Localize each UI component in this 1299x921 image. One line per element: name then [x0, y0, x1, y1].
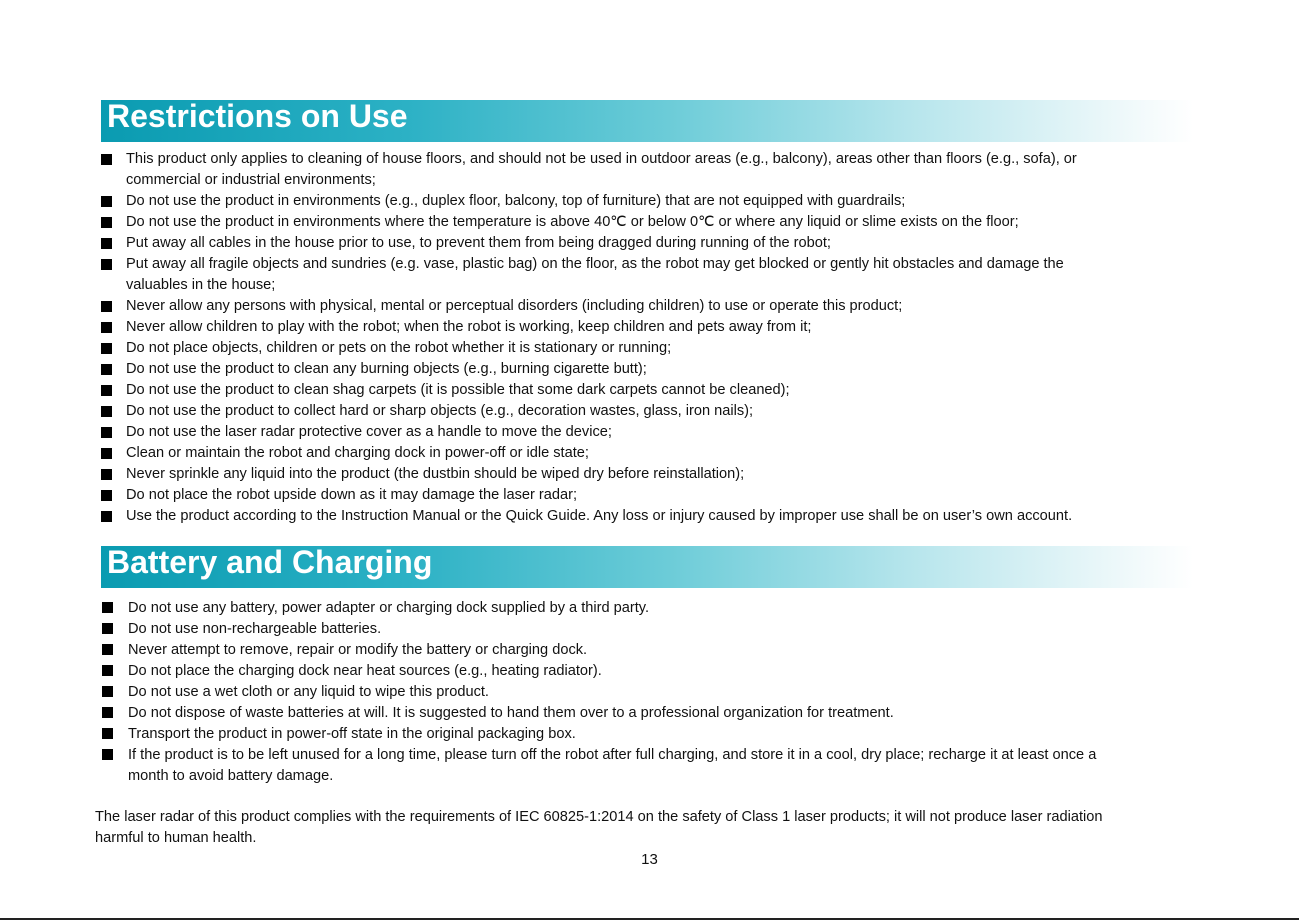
list-item-text: Do not use a wet cloth or any liquid to wipe this product. — [128, 684, 489, 700]
section-title: Restrictions on Use — [107, 98, 408, 134]
list-item — [101, 149, 1077, 191]
list-item — [101, 464, 1077, 485]
list-item-text: Do not use the laser radar protective cover as a handle to move the device; — [126, 424, 612, 440]
square-bullet-icon — [102, 644, 113, 655]
section-title: Battery and Charging — [107, 544, 433, 580]
list-item-text: Clean or maintain the robot and charging dock in power-off or idle state; — [126, 445, 589, 461]
list-item-text: Transport the product in power-off state in the original packaging box. — [128, 726, 576, 742]
square-bullet-icon — [101, 385, 112, 396]
list-item-text: Never sprinkle any liquid into the product (the dustbin should be wiped dry before reinstallation); — [126, 466, 745, 482]
list-item-text: This product only applies to cleaning of house floors, and should not be used in outdoor areas (e.g., balcony), areas other than floors (e.g., sofa), or — [126, 151, 1077, 167]
list-item-text: Do not place objects, children or pets on the robot whether it is stationary or running; — [126, 340, 672, 356]
list-item-text: Do not dispose of waste batteries at will. It is suggested to hand them over to a professional organization for treatment. — [128, 705, 894, 721]
section-header-battery — [101, 546, 1193, 588]
list-item — [102, 724, 1096, 745]
list-item — [101, 485, 1077, 506]
square-bullet-icon — [101, 448, 112, 459]
list-item-text: Do not use the product in environments where the temperature is above 40℃ or below 0℃ or where any liquid or slime exists on the floor; — [126, 214, 1019, 230]
list-item-text: Do not use any battery, power adapter or charging dock supplied by a third party. — [128, 600, 650, 616]
square-bullet-icon — [101, 322, 112, 333]
square-bullet-icon — [101, 217, 112, 228]
restrictions-list — [101, 149, 1077, 527]
square-bullet-icon — [101, 238, 112, 249]
list-item — [101, 254, 1077, 296]
square-bullet-icon — [101, 343, 112, 354]
square-bullet-icon — [101, 406, 112, 417]
laser-compliance-note — [95, 807, 1215, 849]
list-item-text: Do not use the product to collect hard or sharp objects (e.g., decoration wastes, glass, iron nails); — [126, 403, 754, 419]
square-bullet-icon — [101, 196, 112, 207]
list-item-text: Never allow children to play with the robot; when the robot is working, keep children and pets away from it; — [126, 319, 812, 335]
square-bullet-icon — [101, 427, 112, 438]
list-item-text: Do not place the charging dock near heat sources (e.g., heating radiator). — [128, 663, 602, 679]
list-item — [102, 745, 1096, 787]
page-number: 13 — [641, 851, 658, 868]
list-item-text: Put away all cables in the house prior to use, to prevent them from being dragged during running of the robot; — [126, 235, 831, 251]
list-item — [101, 338, 1077, 359]
list-item — [101, 317, 1077, 338]
square-bullet-icon — [101, 511, 112, 522]
list-item — [102, 703, 1096, 724]
list-item-text: Do not place the robot upside down as it may damage the laser radar; — [126, 487, 578, 503]
square-bullet-icon — [102, 665, 113, 676]
list-item — [101, 401, 1077, 422]
square-bullet-icon — [101, 469, 112, 480]
list-item — [101, 296, 1077, 317]
list-item-text: Use the product according to the Instruction Manual or the Quick Guide. Any loss or injury caused by improper use shall be on user’s own account. — [126, 508, 1073, 524]
list-item-text: Do not use the product in environments (e.g., duplex floor, balcony, top of furniture) that are not equipped with guardrails; — [126, 193, 906, 209]
list-item-text: commercial or industrial environments; — [126, 172, 376, 188]
list-item — [102, 640, 1096, 661]
square-bullet-icon — [101, 154, 112, 165]
list-item-text: Do not use the product to clean any burning objects (e.g., burning cigarette butt); — [126, 361, 647, 377]
list-item-text: valuables in the house; — [126, 277, 276, 293]
list-item — [102, 598, 1096, 619]
list-item — [101, 191, 1077, 212]
note-line: harmful to human health. — [95, 830, 257, 846]
list-item-text: Never attempt to remove, repair or modify the battery or charging dock. — [128, 642, 588, 658]
list-item — [102, 619, 1096, 640]
list-item-text: Put away all fragile objects and sundries (e.g. vase, plastic bag) on the floor, as the robot may get blocked or gently hit obstacles and damage the — [126, 256, 1064, 272]
square-bullet-icon — [101, 364, 112, 375]
list-item — [102, 682, 1096, 703]
list-item — [101, 359, 1077, 380]
square-bullet-icon — [102, 728, 113, 739]
square-bullet-icon — [102, 707, 113, 718]
list-item-text: Do not use non-rechargeable batteries. — [128, 621, 382, 637]
square-bullet-icon — [101, 259, 112, 270]
square-bullet-icon — [102, 602, 113, 613]
list-item — [101, 422, 1077, 443]
list-item — [101, 506, 1077, 527]
square-bullet-icon — [102, 623, 113, 634]
battery-list — [102, 598, 1096, 787]
square-bullet-icon — [102, 686, 113, 697]
list-item — [102, 661, 1096, 682]
list-item-text: Never allow any persons with physical, mental or perceptual disorders (including children) to use or operate this product; — [126, 298, 903, 314]
note-line: The laser radar of this product complies with the requirements of IEC 60825-1:2014 on the safety of Class 1 laser products; it will not produce laser radiation — [95, 809, 1103, 825]
list-item-text: Do not use the product to clean shag carpets (it is possible that some dark carpets cannot be cleaned); — [126, 382, 790, 398]
list-item — [101, 380, 1077, 401]
list-item-text: month to avoid battery damage. — [128, 768, 334, 784]
square-bullet-icon — [101, 490, 112, 501]
page-divider — [0, 918, 1299, 920]
list-item-text: If the product is to be left unused for a long time, please turn off the robot after full charging, and store it in a cool, dry place; recharge it at least once a — [128, 747, 1097, 763]
list-item — [101, 212, 1077, 233]
list-item — [101, 233, 1077, 254]
list-item — [101, 443, 1077, 464]
section-header-restrictions — [101, 100, 1193, 142]
square-bullet-icon — [102, 749, 113, 760]
square-bullet-icon — [101, 301, 112, 312]
